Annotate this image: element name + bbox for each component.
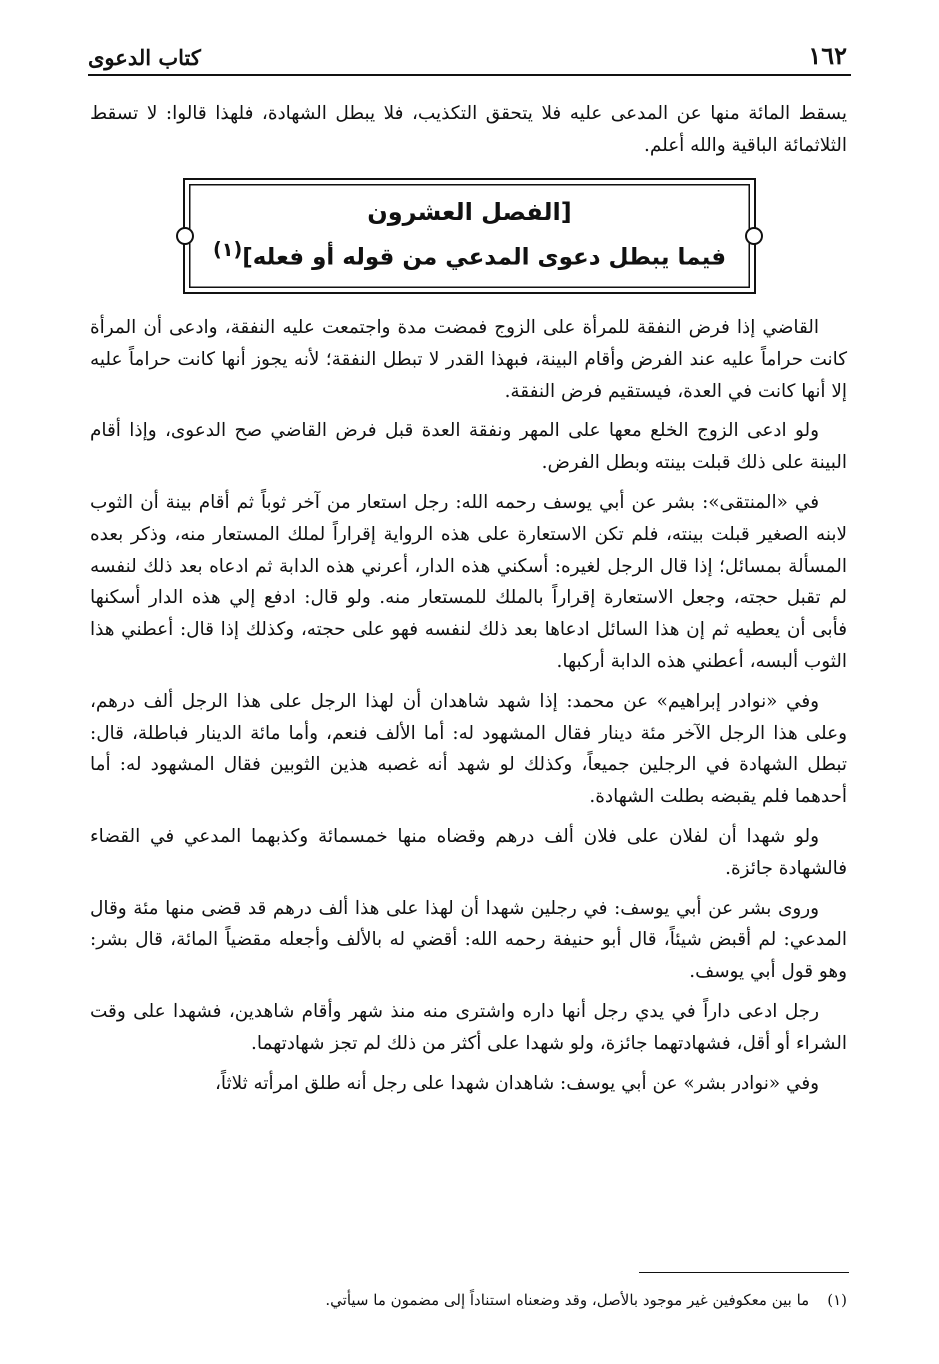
- chapter-heading-frame: [183, 178, 756, 294]
- main-text: [90, 312, 847, 1107]
- chapter-title-line2: [185, 238, 754, 271]
- paragraph: وفي «نوادر إبراهيم» عن محمد: إذا شهد شاهدان أن لهذا الرجل على هذا الرجل ألف درهم، وعلى هذا الرجل الآخر مئة دينار فقال المشهود له: أما الألف فنعم، وأما مائة الدينار فباطلة، قال: تبطل الشهادة في الرجلين جميعاً، وكذلك لو شهد أنه غصبه هذين الثوبين فقال المشهود له: أما أحدهما فلم يقبضه بطلت الشهادة.: [90, 690, 847, 808]
- intro-paragraph: يسقط المائة منها عن المدعى عليه فلا يتحقق التكذيب، فلا يبطل الشهادة، فلهذا قالوا: لا تسقط الثلاثمائة الباقية والله أعلم.: [90, 103, 847, 156]
- book-title: كتاب الدعوى: [88, 45, 201, 70]
- paragraph: رجل ادعى داراً في يدي رجل أنها داره واشترى منه منذ شهر وأقام شاهدين، فشهدا على وقت الشراء أو أقل، فشهادتهما جائزة، ولو شهدا على أكثر من ذلك لم تجز شهادتهما.: [90, 1000, 847, 1054]
- footnote-number: (١): [827, 1291, 847, 1309]
- paragraph: القاضي إذا فرض النفقة للمرأة على الزوج فمضت مدة واجتمعت عليه النفقة، وادعى أن المرأة كانت حراماً عليه عند الفرض وأقام البينة، فبهذا القدر لا تبطل النفقة؛ لأنه يجوز أنها كانت حراماً عليه إلا أنها كانت في العدة، فيستقيم فرض النفقة.: [90, 317, 847, 402]
- footnote-rule: [639, 1272, 849, 1273]
- header-rule: [88, 74, 851, 76]
- chapter-title-line2-text: فيما يبطل دعوى المدعي من قوله أو فعله]: [242, 244, 727, 271]
- page-number: ١٦٢: [808, 41, 847, 70]
- chapter-title-line1: [الفصل العشرون: [367, 198, 572, 226]
- paragraph: في «المنتقى»: بشر عن أبي يوسف رحمه الله: رجل استعار من آخر ثوباً ثم أقام بينة أن الثوب لابنه الصغير قبلت بينته، فلم تكن الاستعارة على هذه الرواية إقراراً لملك المستعار منه، وذكر بعده المسألة بمسائل؛ إذا قال الرجل لغيره: أسكني هذه الدار، أعرني هذه الدابة ثم ادعاه بعد ذلك لنفسه لم تقبل حجته، وجعل الاستعارة إقراراً بالملك للمستعار منه. ولو قال: ادفع إلي هذه الدار أسكنها فأبى أن يعطيه ثم إن هذا السائل ادعاها بعد ذلك لنفسه فهو على حجته، وكذلك إذا قال: أعطني هذا الثوب ألبسه، أعطني هذه الدابة أركبها.: [90, 491, 847, 672]
- footnote-text: ما بين معكوفين غير موجود بالأصل، وقد وضعناه استناداً إلى مضمون ما سيأتي.: [325, 1291, 810, 1309]
- intro-block: [90, 98, 847, 162]
- paragraph: وفي «نوادر بشر» عن أبي يوسف: شاهدان شهدا على رجل أنه طلق امرأته ثلاثاً،: [214, 1072, 819, 1094]
- footnote: [90, 1288, 847, 1312]
- running-header: [88, 30, 847, 70]
- paragraph: وروى بشر عن أبي يوسف: في رجلين شهدا أن لهذا على هذا ألف درهم قد قضى منها مئة وقال المدعي: لم أقبض شيئاً، قال أبو حنيفة رحمه الله: أقضي له بالألف وأجعله مقضياً المائة، قال بشر: وهو قول أبي يوسف.: [90, 897, 847, 983]
- paragraph: ولو ادعى الزوج الخلع معها على المهر ونفقة العدة قبل فرض القاضي صح الدعوى، وإذا أقام البينة على ذلك قبلت بينته وبطل الفرض.: [90, 420, 847, 474]
- paragraph: ولو شهدا أن لفلان على فلان ألف درهم وقضاه منها خمسمائة وكذبهما المدعي في القضاء فالشهادة جائزة.: [90, 825, 847, 879]
- footnote-marker: (١): [212, 238, 243, 261]
